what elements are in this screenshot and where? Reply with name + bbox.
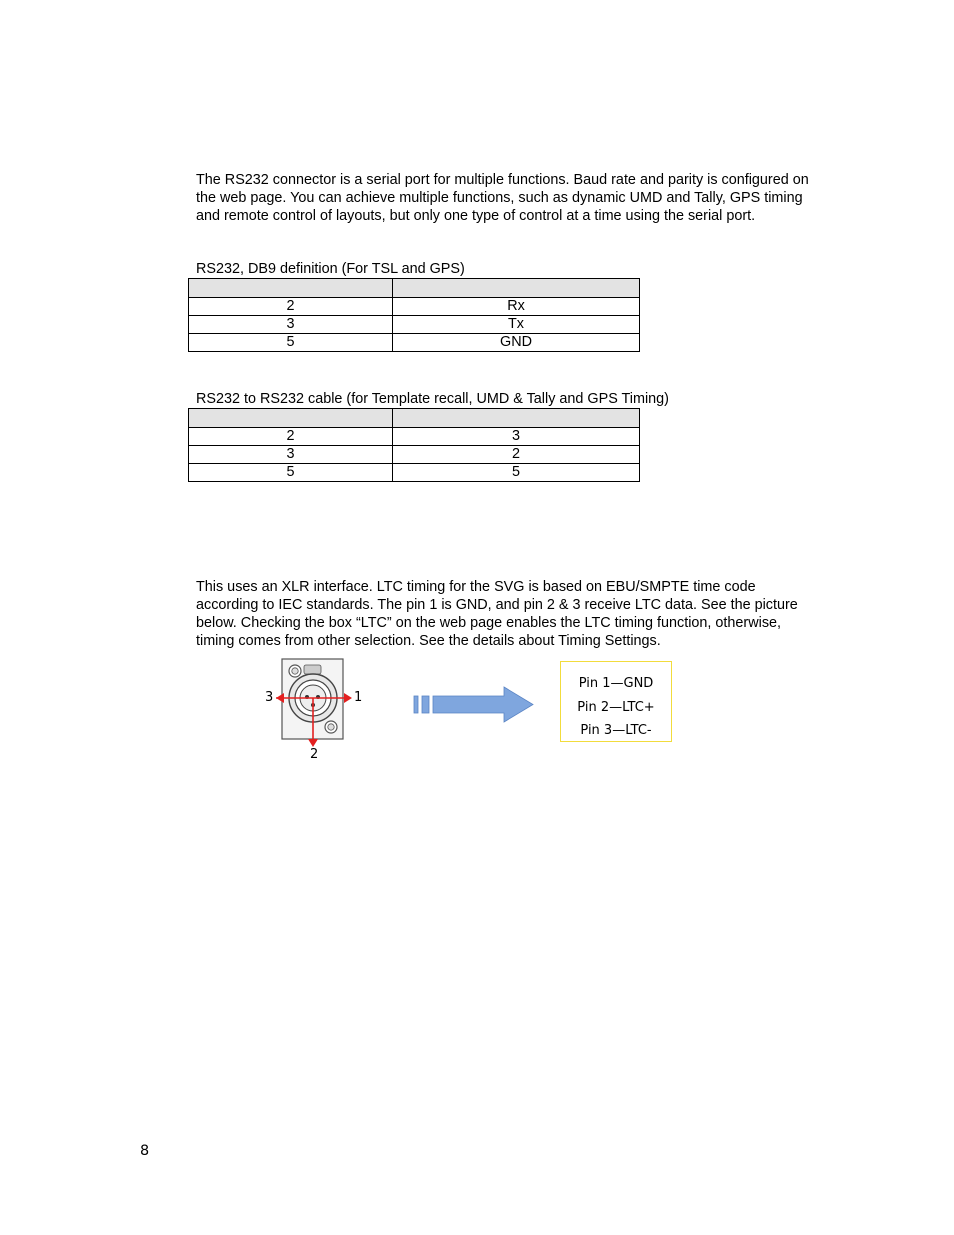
table-row [189, 316, 640, 334]
pin-cell: 5 [189, 334, 393, 352]
table-row [189, 464, 640, 482]
cable-table-caption: RS232 to RS232 cable (for Template recall, UMD & Tally and GPS Timing) [196, 391, 669, 407]
table-row [189, 428, 640, 446]
table-row [189, 334, 640, 352]
table-header-row [189, 409, 640, 428]
table-row [189, 446, 640, 464]
pin-2-label: 2 [310, 747, 319, 762]
function-cell: Tx [393, 316, 640, 334]
table-header-row [189, 279, 640, 298]
ltc-description: This uses an XLR interface. LTC timing for the SVG is based on EBU/SMPTE time code according to IEC standards. The pin 1 is GND, and pin 2 & 3 receive LTC data. See the picture below. Checking the box “LTC” on the web page enables the LTC timing function, otherwise, timing comes from other selection. See the details about Timing Settings. [196, 579, 798, 649]
header-cell [189, 279, 393, 298]
pin-cell: 3 [393, 428, 640, 446]
pin-1-label: 1 [354, 690, 363, 705]
right-arrow-icon [412, 684, 537, 724]
header-cell [393, 279, 640, 298]
pin-cell: 5 [189, 464, 393, 482]
header-cell [393, 409, 640, 428]
function-cell: Rx [393, 298, 640, 316]
pin-cell: 2 [393, 446, 640, 464]
pin-cell: 3 [189, 446, 393, 464]
db9-pin-table [188, 278, 640, 352]
pin-cell: 3 [189, 316, 393, 334]
pin-3-assignment: Pin 3—LTC- [580, 723, 652, 738]
page-number: 8 [140, 1143, 150, 1159]
pin-cell: 5 [393, 464, 640, 482]
table-row [189, 298, 640, 316]
pin-3-label: 3 [265, 690, 274, 705]
pin-assignment-box [560, 661, 672, 742]
pin-cell: 2 [189, 298, 393, 316]
pin-cell: 2 [189, 428, 393, 446]
db9-table-caption: RS232, DB9 definition (For TSL and GPS) [196, 261, 465, 277]
header-cell [189, 409, 393, 428]
pin-2-assignment: Pin 2—LTC+ [577, 699, 655, 715]
rs232-description: The RS232 connector is a serial port for multiple functions. Baud rate and parity is configured on the web page. You can achieve multiple functions, such as dynamic UMD and Tally, GPS timing and remote control of layouts, but only one type of control at a time using the serial port. [196, 172, 809, 224]
function-cell: GND [393, 334, 640, 352]
cable-pin-table [188, 408, 640, 482]
pin-1-assignment: Pin 1—GND [578, 676, 654, 691]
